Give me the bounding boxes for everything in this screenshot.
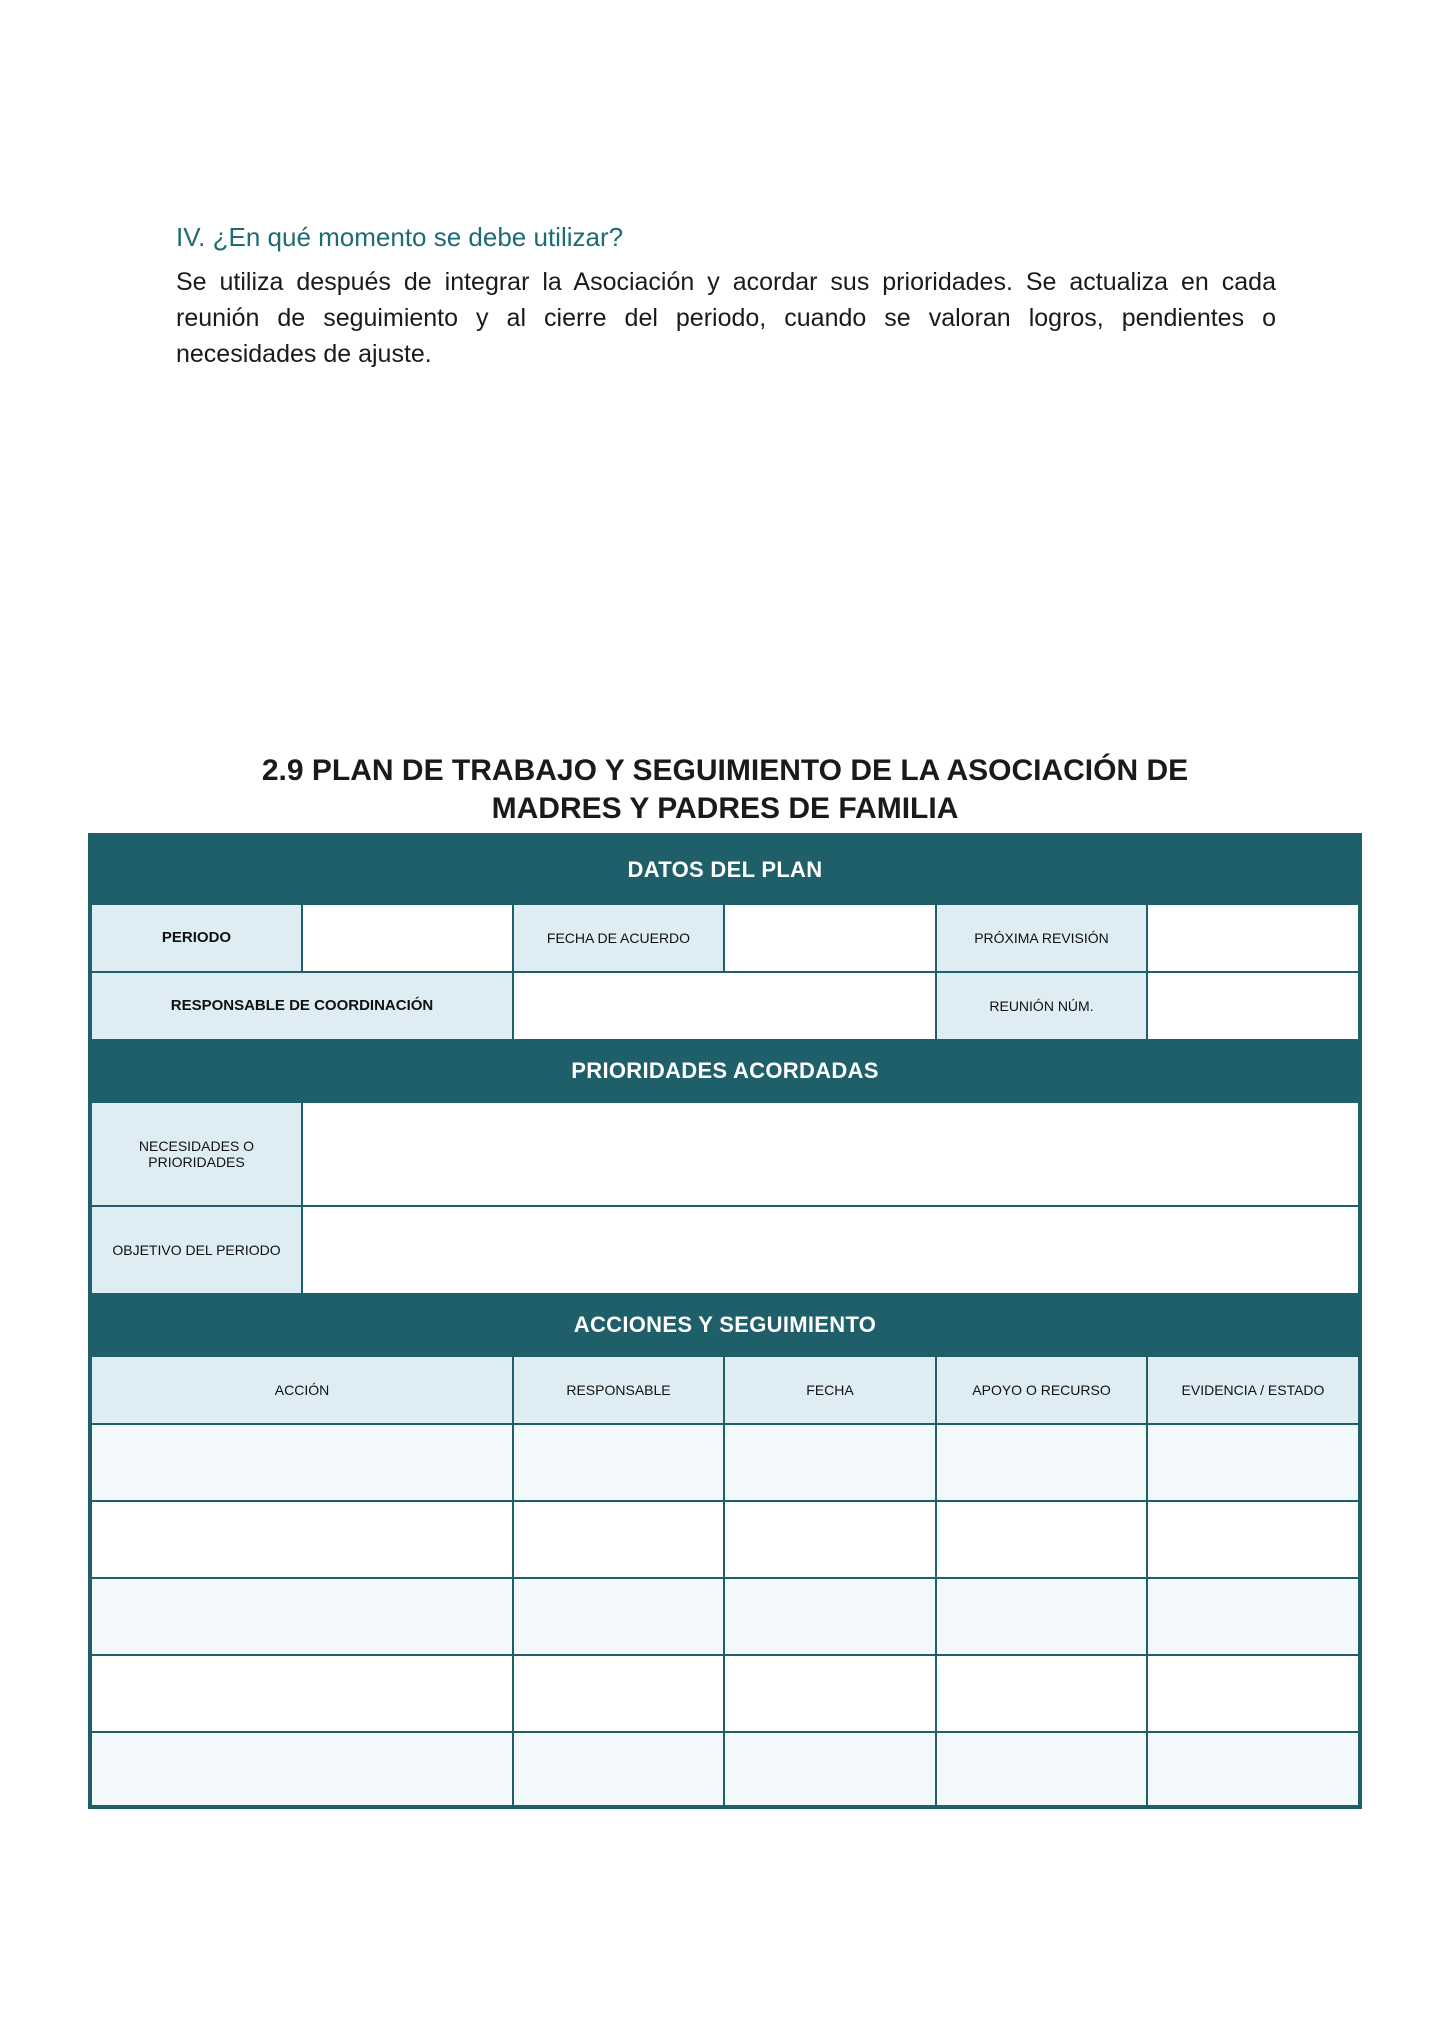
section-question: IV. ¿En qué momento se debe utilizar?: [176, 222, 624, 252]
apoyo-cell[interactable]: [936, 1424, 1147, 1501]
evidencia-cell[interactable]: [1147, 1578, 1359, 1655]
prioridades-header: PRIORIDADES ACORDADAS: [91, 1040, 1359, 1102]
accion-cell[interactable]: [91, 1501, 513, 1578]
fecha-cell[interactable]: [724, 1732, 936, 1806]
acciones-header: ACCIONES Y SEGUIMIENTO: [91, 1294, 1359, 1356]
evidencia-cell[interactable]: [1147, 1655, 1359, 1732]
evidencia-cell[interactable]: [1147, 1424, 1359, 1501]
accion-cell[interactable]: [91, 1655, 513, 1732]
form-title: [88, 752, 1362, 828]
periodo-label: PERIODO: [91, 904, 302, 972]
reunion-num-field[interactable]: [1147, 972, 1359, 1040]
accion-cell[interactable]: [91, 1732, 513, 1806]
proxima-revision-label: PRÓXIMA REVISIÓN: [936, 904, 1147, 972]
responsable-coordinacion-field[interactable]: [513, 972, 936, 1040]
fecha-cell[interactable]: [724, 1424, 936, 1501]
apoyo-cell[interactable]: [936, 1501, 1147, 1578]
proxima-revision-field[interactable]: [1147, 904, 1359, 972]
form-title-line-1: 2.9 PLAN DE TRABAJO Y SEGUIMIENTO DE LA ASOCIACIÓN DE: [261, 754, 1189, 787]
accion-cell[interactable]: [91, 1424, 513, 1501]
section-paragraph: Se utiliza después de integrar la Asociación y acordar sus prioridades. Se actualiza en cada reunión de seguimiento y al cierre del periodo, cuando se valoran logros, pendientes o necesidades de ajuste.: [176, 268, 1276, 368]
responsable-cell[interactable]: [513, 1732, 724, 1806]
reunion-num-label: REUNIÓN NÚM.: [936, 972, 1147, 1040]
periodo-field[interactable]: [302, 904, 513, 972]
col-fecha: FECHA: [724, 1356, 936, 1424]
apoyo-cell[interactable]: [936, 1655, 1147, 1732]
necesidades-label: NECESIDADES O PRIORIDADES: [91, 1102, 302, 1206]
apoyo-cell[interactable]: [936, 1732, 1147, 1806]
col-accion: ACCIÓN: [91, 1356, 513, 1424]
fecha-acuerdo-label: FECHA DE ACUERDO: [513, 904, 724, 972]
responsable-cell[interactable]: [513, 1424, 724, 1501]
responsable-coordinacion-label: RESPONSABLE DE COORDINACIÓN: [91, 972, 513, 1040]
objetivo-label: OBJETIVO DEL PERIODO: [91, 1206, 302, 1294]
evidencia-cell[interactable]: [1147, 1732, 1359, 1806]
fecha-cell[interactable]: [724, 1655, 936, 1732]
accion-cell[interactable]: [91, 1578, 513, 1655]
form-title-line-2: MADRES Y PADRES DE FAMILIA: [491, 792, 959, 825]
col-responsable: RESPONSABLE: [513, 1356, 724, 1424]
fecha-cell[interactable]: [724, 1501, 936, 1578]
col-evidencia-estado: EVIDENCIA / ESTADO: [1147, 1356, 1359, 1424]
evidencia-cell[interactable]: [1147, 1501, 1359, 1578]
col-apoyo-recurso: APOYO O RECURSO: [936, 1356, 1147, 1424]
responsable-cell[interactable]: [513, 1578, 724, 1655]
responsable-cell[interactable]: [513, 1655, 724, 1732]
work-plan-form: [88, 833, 1362, 1809]
fecha-cell[interactable]: [724, 1578, 936, 1655]
datos-header: DATOS DEL PLAN: [91, 836, 1359, 904]
necesidades-field[interactable]: [302, 1102, 1359, 1206]
responsable-cell[interactable]: [513, 1501, 724, 1578]
fecha-acuerdo-field[interactable]: [724, 904, 936, 972]
objetivo-field[interactable]: [302, 1206, 1359, 1294]
apoyo-cell[interactable]: [936, 1578, 1147, 1655]
